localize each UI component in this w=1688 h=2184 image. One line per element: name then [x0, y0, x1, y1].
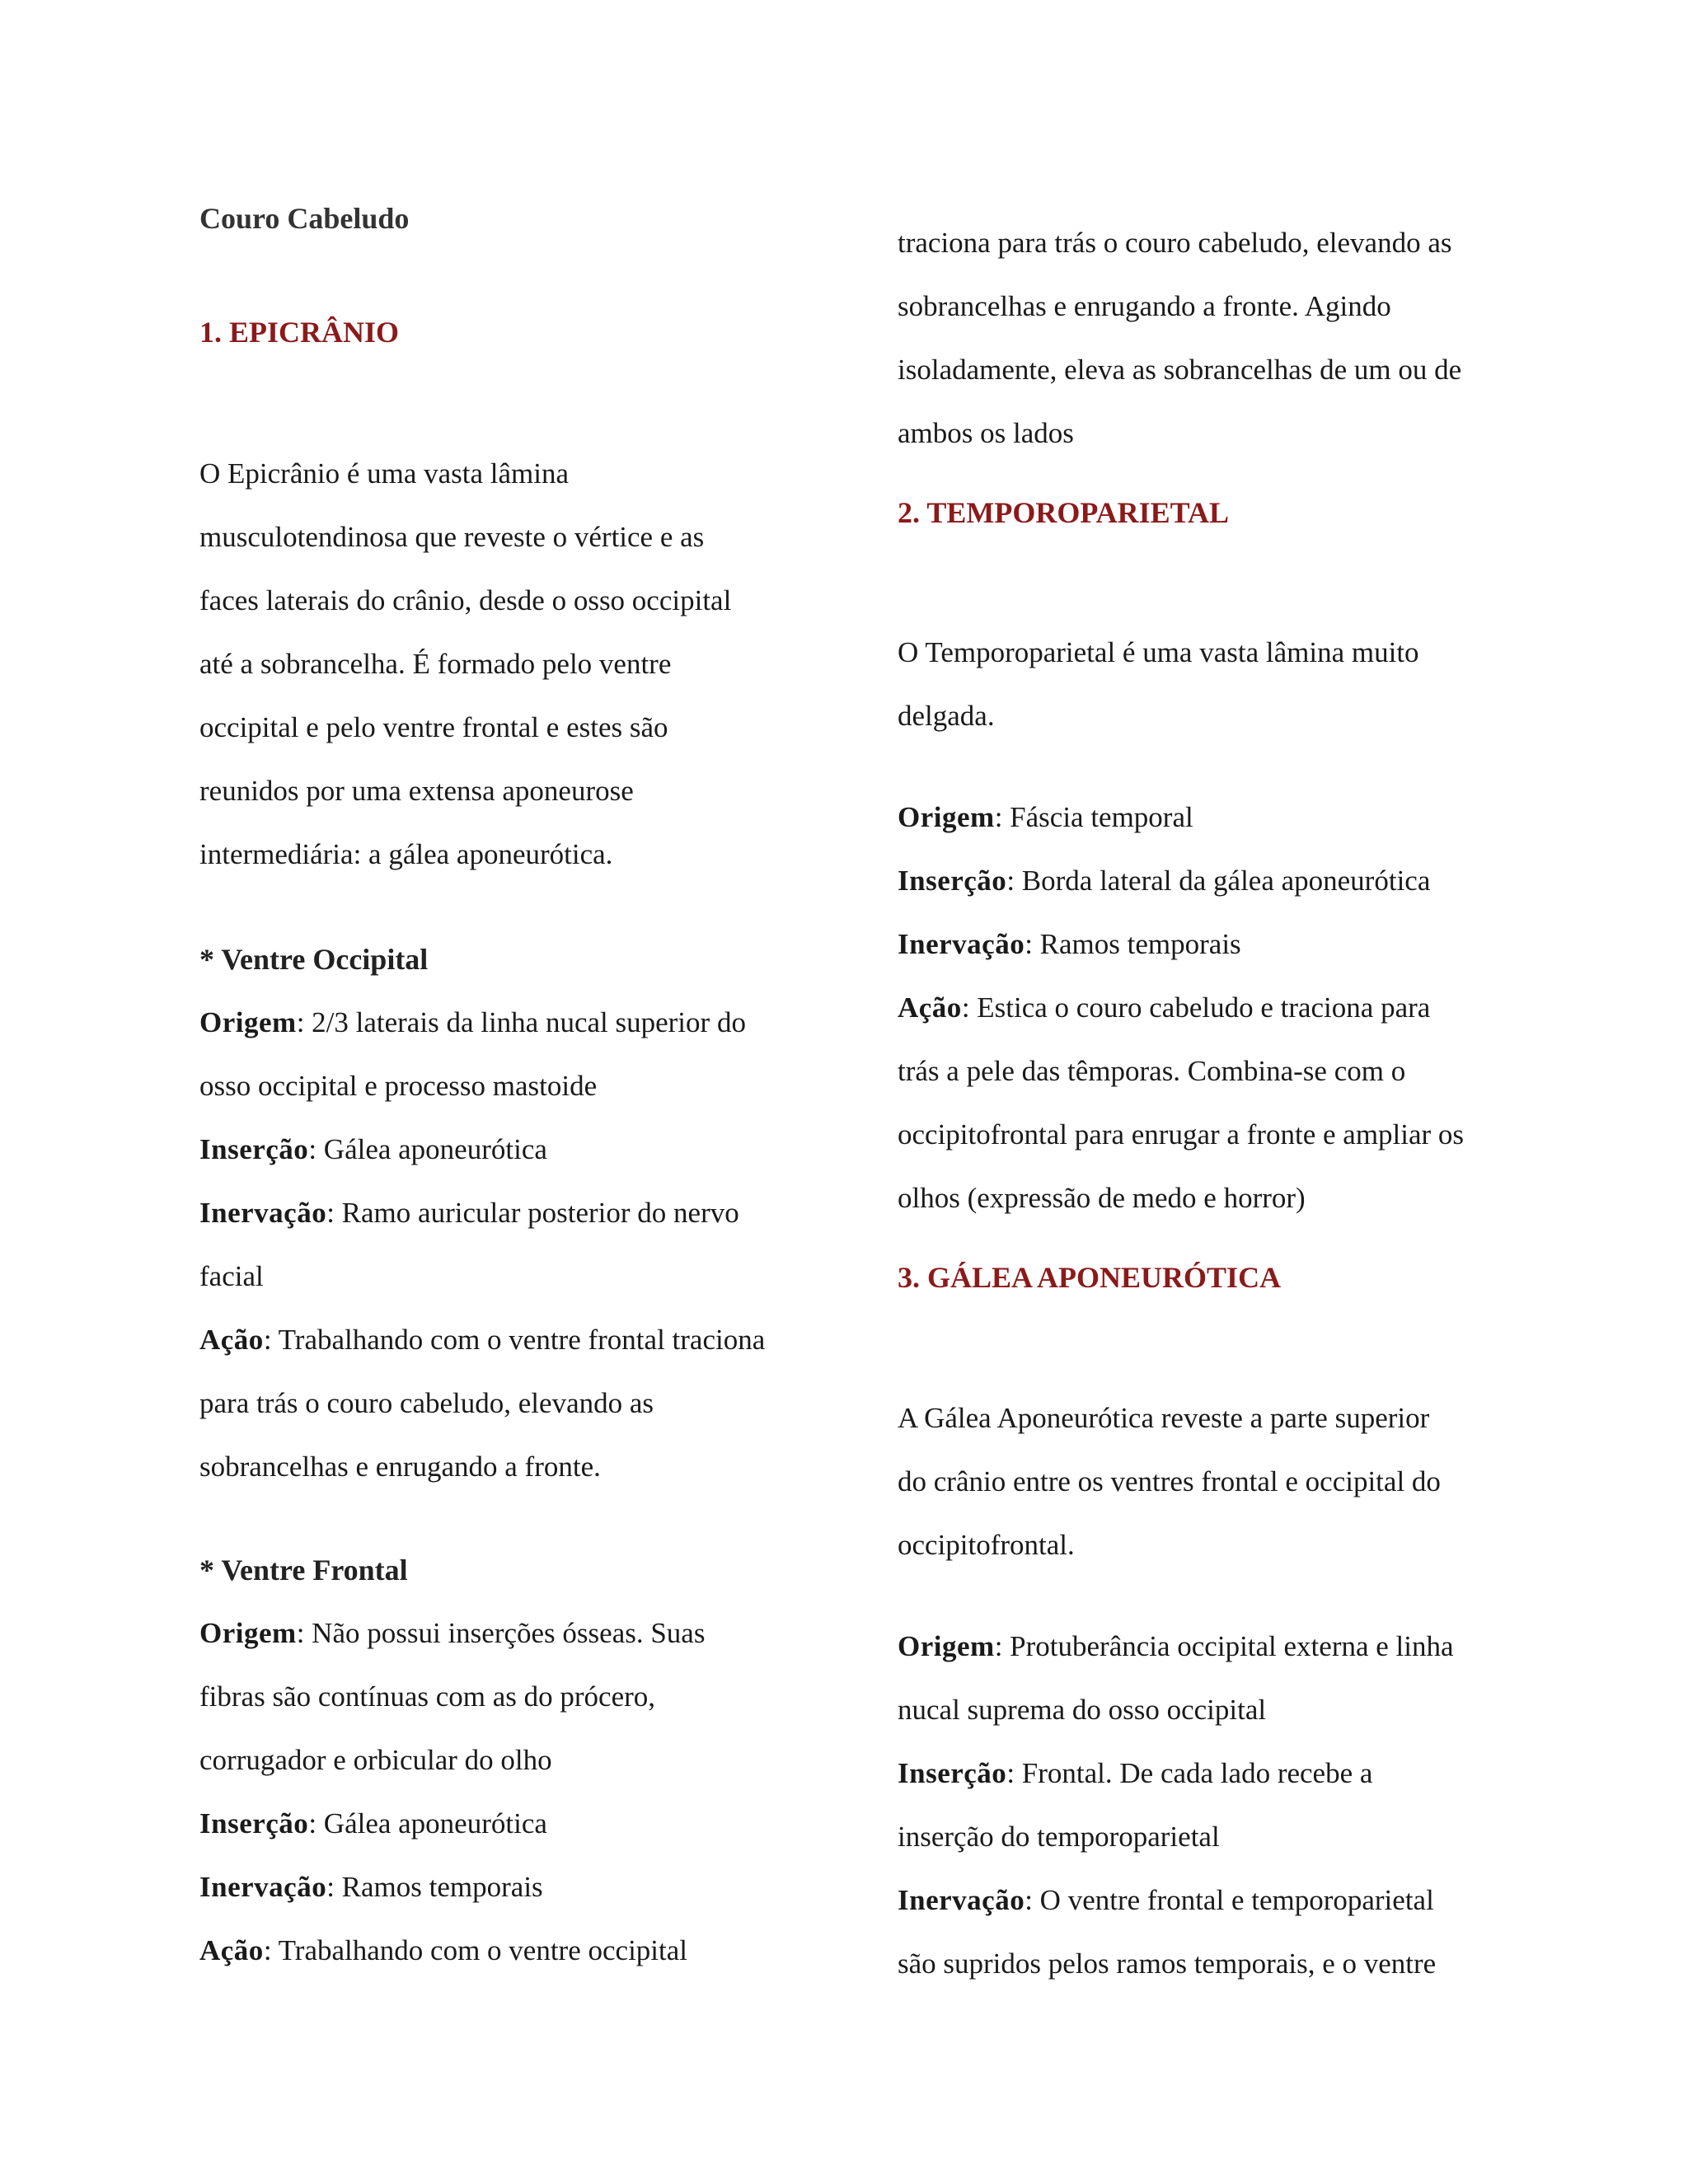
- continuation-line-2: sobrancelhas e enrugando a fronte. Agindo: [898, 290, 1391, 322]
- temporo-intro-line-2: delgada.: [898, 700, 995, 732]
- frontal-origem-line-1: [199, 1615, 705, 1652]
- subheading-ventre-frontal: * Ventre Frontal: [199, 1554, 408, 1586]
- epicranio-intro-line-7: intermediária: a gálea aponeurótica.: [199, 838, 613, 870]
- inervacao-label: Inervação: [898, 928, 1025, 960]
- occipital-origem-line-1: [199, 1005, 746, 1041]
- temporo-inervacao-line: [898, 926, 1241, 963]
- section-heading-galea-aponeurotica: 3. GÁLEA APONEURÓTICA: [898, 1261, 1282, 1294]
- galea-origem-line-2: nucal suprema do osso occipital: [898, 1694, 1267, 1726]
- frontal-insercao-text: : Gálea aponeurótica: [308, 1807, 547, 1840]
- frontal-origem-line-2: fibras são contínuas com as do prócero,: [199, 1680, 656, 1713]
- temporo-acao-line-4: olhos (expressão de medo e horror): [898, 1182, 1306, 1214]
- origem-label: Origem: [898, 1630, 995, 1662]
- galea-inervacao-text: : O ventre frontal e temporoparietal: [1025, 1884, 1434, 1916]
- origem-label: Origem: [898, 801, 995, 833]
- epicranio-intro-line-1: O Epicrânio é uma vasta lâmina: [199, 457, 570, 490]
- epicranio-intro-line-5: occipital e pelo ventre frontal e estes são: [199, 711, 668, 743]
- insercao-label: Inserção: [898, 1757, 1007, 1789]
- insercao-label: Inserção: [199, 1133, 309, 1165]
- galea-inervacao-line-1: [898, 1882, 1434, 1919]
- galea-intro-line-1: A Gálea Aponeurótica reveste a parte superior: [898, 1402, 1430, 1434]
- occipital-acao-text: : Trabalhando com o ventre frontal traciona: [263, 1324, 766, 1356]
- epicranio-intro-line-2: musculotendinosa que reveste o vértice e as: [199, 521, 705, 553]
- temporo-acao-line-1: [898, 990, 1430, 1026]
- occipital-insercao-line: [199, 1132, 547, 1168]
- acao-label: Ação: [199, 1324, 264, 1356]
- temporo-origem-line: [898, 799, 1193, 836]
- continuation-line-3: isoladamente, eleva as sobrancelhas de um ou de: [898, 354, 1462, 386]
- occipital-acao-line-3: sobrancelhas e enrugando a fronte.: [199, 1451, 601, 1483]
- galea-insercao-line-1: [898, 1755, 1372, 1792]
- temporo-intro-line-1: O Temporoparietal é uma vasta lâmina muito: [898, 636, 1419, 668]
- galea-inervacao-line-2: são supridos pelos ramos temporais, e o ventre: [898, 1947, 1437, 1980]
- acao-label: Ação: [898, 991, 962, 1024]
- galea-intro-line-2: do crânio entre os ventres frontal e occipital do: [898, 1465, 1441, 1497]
- epicranio-intro-line-4: até a sobrancelha. É formado pelo ventre: [199, 648, 672, 680]
- frontal-inervacao-text: : Ramos temporais: [326, 1871, 543, 1903]
- occipital-insercao-text: : Gálea aponeurótica: [308, 1133, 547, 1165]
- galea-origem-line-1: [898, 1629, 1454, 1665]
- temporo-insercao-text: : Borda lateral da gálea aponeurótica: [1006, 865, 1431, 897]
- inervacao-label: Inervação: [898, 1884, 1025, 1916]
- insercao-label: Inserção: [898, 865, 1007, 897]
- galea-insercao-line-2: inserção do temporoparietal: [898, 1821, 1220, 1853]
- occipital-origem-line-2: osso occipital e processo mastoide: [199, 1070, 598, 1102]
- frontal-insercao-line: [199, 1806, 547, 1842]
- temporo-acao-line-2: trás a pele das têmporas. Combina-se com o: [898, 1055, 1406, 1087]
- origem-label: Origem: [199, 1617, 297, 1649]
- acao-label: Ação: [199, 1934, 264, 1966]
- frontal-acao-text: : Trabalhando com o ventre occipital: [263, 1934, 687, 1966]
- epicranio-intro-line-6: reunidos por uma extensa aponeurose: [199, 775, 634, 807]
- galea-intro-line-3: occipitofrontal.: [898, 1529, 1075, 1561]
- epicranio-intro-line-3: faces laterais do crânio, desde o osso occipital: [199, 584, 732, 616]
- frontal-inervacao-line: [199, 1869, 543, 1905]
- subheading-ventre-occipital: * Ventre Occipital: [199, 943, 429, 976]
- occipital-inervacao-line-1: [199, 1195, 739, 1231]
- continuation-line-1: traciona para trás o couro cabeludo, elevando as: [898, 227, 1452, 259]
- origem-label: Origem: [199, 1006, 297, 1038]
- temporo-acao-text: : Estica o couro cabeludo e traciona para: [961, 991, 1431, 1024]
- frontal-acao-line-1: [199, 1933, 687, 1969]
- inervacao-label: Inervação: [199, 1197, 327, 1229]
- frontal-origem-text: : Não possui inserções ósseas. Suas: [296, 1617, 706, 1649]
- temporo-origem-text: : Fáscia temporal: [994, 801, 1193, 833]
- occipital-inervacao-text: : Ramo auricular posterior do nervo: [326, 1197, 739, 1229]
- temporo-insercao-line: [898, 863, 1430, 899]
- temporo-inervacao-text: : Ramos temporais: [1025, 928, 1241, 960]
- occipital-acao-line-1: [199, 1322, 765, 1358]
- occipital-acao-line-2: para trás o couro cabeludo, elevando as: [199, 1387, 654, 1419]
- galea-insercao-text: : Frontal. De cada lado recebe a: [1006, 1757, 1373, 1789]
- galea-origem-text: : Protuberância occipital externa e linha: [994, 1630, 1454, 1662]
- document-title: Couro Cabeludo: [199, 202, 410, 235]
- insercao-label: Inserção: [199, 1807, 309, 1840]
- inervacao-label: Inervação: [199, 1871, 327, 1903]
- continuation-line-4: ambos os lados: [898, 417, 1074, 449]
- occipital-inervacao-line-2: facial: [199, 1260, 264, 1292]
- section-heading-epicranio: 1. EPICRÂNIO: [199, 316, 400, 349]
- section-heading-temporoparietal: 2. TEMPOROPARIETAL: [898, 496, 1230, 529]
- temporo-acao-line-3: occipitofrontal para enrugar a fronte e ampliar os: [898, 1118, 1465, 1151]
- frontal-origem-line-3: corrugador e orbicular do olho: [199, 1744, 552, 1776]
- occipital-origem-text: : 2/3 laterais da linha nucal superior do: [296, 1006, 746, 1038]
